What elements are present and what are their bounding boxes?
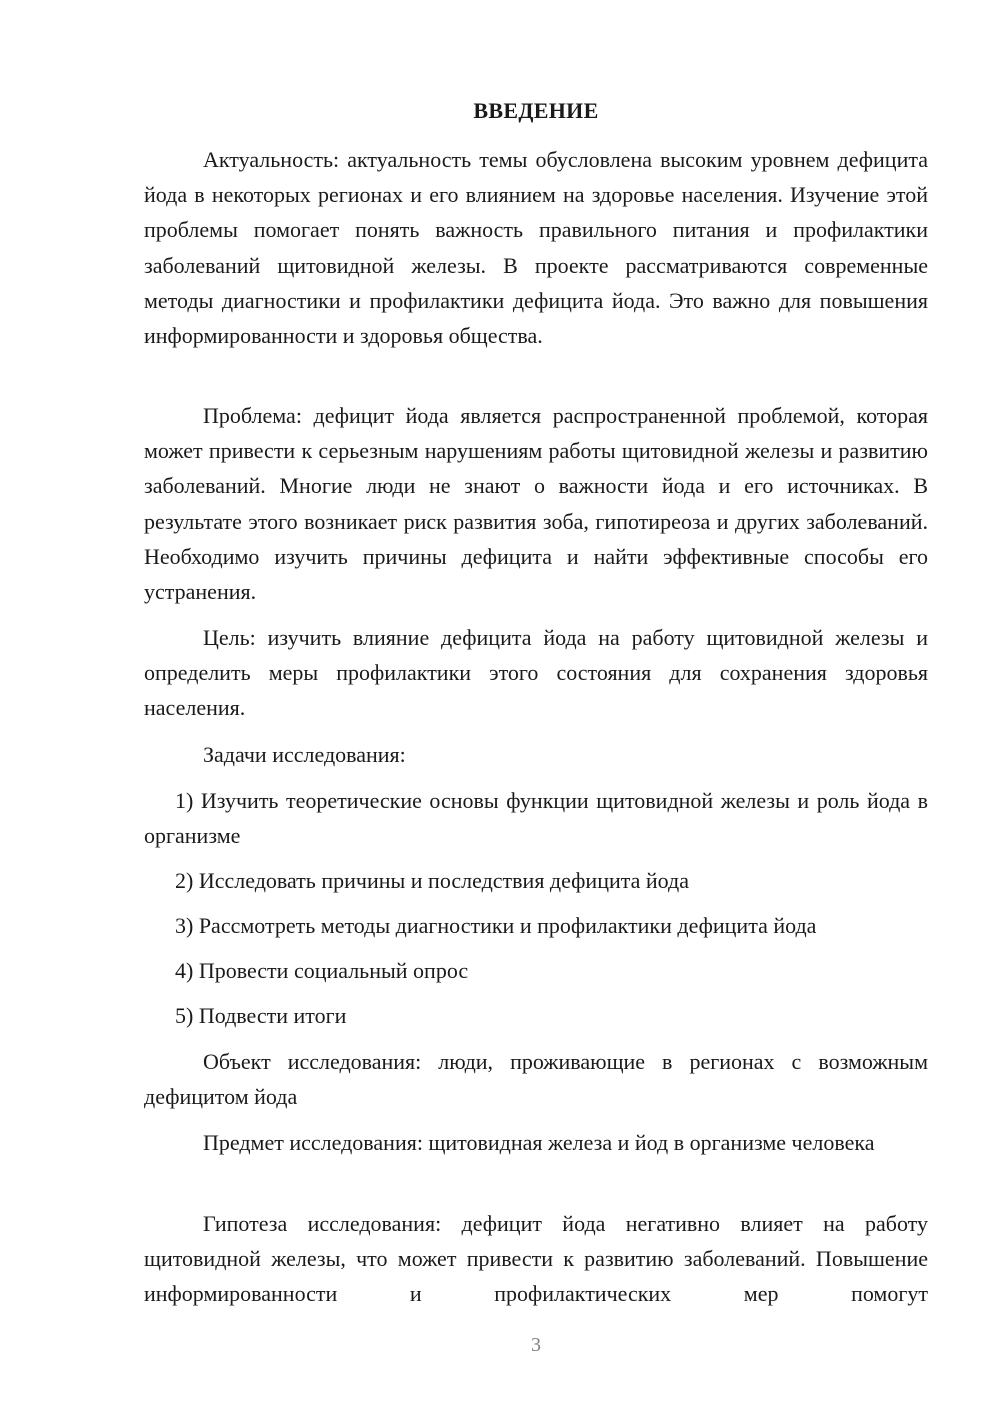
task-item-5: 5) Подвести итоги [175, 1003, 347, 1028]
research-object-paragraph: Объект исследования: люди, проживающие в регионах с возможным дефицитом йода [144, 1049, 928, 1110]
document-page [144, 0, 928, 1414]
tasks-heading: Задачи исследования: [203, 742, 406, 767]
section-title: ВВЕДЕНИЕ [473, 98, 599, 123]
task-item-1: 1) Изучить теоретические основы функции щитовидной железы и роль йода в организме [144, 788, 928, 849]
page-number: 3 [531, 1334, 541, 1356]
task-item-4: 4) Провести социальный опрос [175, 958, 469, 983]
research-subject-paragraph: Предмет исследования: щитовидная железа и йод в организме человека [203, 1130, 875, 1155]
hypothesis-paragraph: Гипотеза исследования: дефицит йода негативно влияет на работу щитовидной железы, что может привести к развитию заболеваний. Повышение информированности и профилактических мер помогут [144, 1211, 928, 1307]
goal-paragraph: Цель: изучить влияние дефицита йода на работу щитовидной железы и определить меры профилактики этого состояния для сохранения здоровья населения. [144, 625, 928, 721]
problem-paragraph: Проблема: дефицит йода является распространенной проблемой, которая может привести к серьезным нарушениям работы щитовидной железы и развитию заболеваний. Многие люди не знают о важности йода и его источниках. В результате этого возникает риск развития зоба, гипотиреоза и других заболеваний. Необходимо изучить причины дефицита и найти эффективные способы его устранения. [144, 403, 928, 605]
task-item-3: 3) Рассмотреть методы диагностики и профилактики дефицита йода [175, 913, 817, 938]
relevance-paragraph: Актуальность: актуальность темы обусловлена высоким уровнем дефицита йода в некоторых регионах и его влиянием на здоровье населения. Изучение этой проблемы помогает понять важность правильного питания и профилактики заболеваний щитовидной железы. В проекте рассматриваются современные методы диагностики и профилактики дефицита йода. Это важно для повышения информированности и здоровья общества. [144, 147, 928, 349]
task-item-2: 2) Исследовать причины и последствия дефицита йода [175, 868, 689, 893]
